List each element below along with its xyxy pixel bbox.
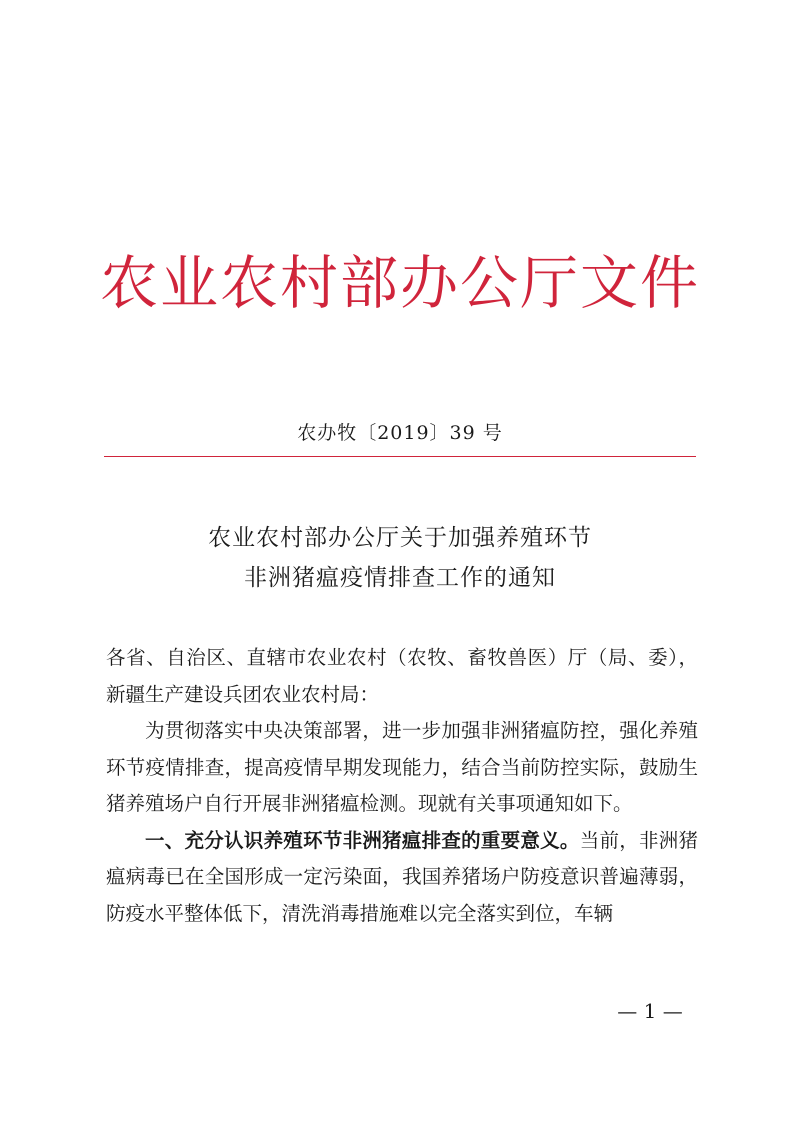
intro-paragraph: 为贯彻落实中央决策部署，进一步加强非洲猪瘟防控，强化养殖环节疫情排查，提高疫情早期发现能力，结合当前防控实际，鼓励生猪养殖场户自行开展非洲猪瘟检测。现就有关事项通知如下。 <box>106 719 698 815</box>
subject-line-2: 非洲猪瘟疫情排查工作的通知 <box>244 565 556 591</box>
document-body <box>106 640 698 932</box>
document-subject <box>0 518 800 598</box>
section-1-paragraph <box>106 823 698 933</box>
page-number: — 1 — <box>617 999 683 1023</box>
section-1-heading: 一、充分认识养殖环节非洲猪瘟排查的重要意义。 <box>145 828 580 852</box>
document-header-title: 农业农村部办公厅文件 <box>99 249 700 317</box>
subject-line-1: 农业农村部办公厅关于加强养殖环节 <box>208 525 592 551</box>
document-number: 农办牧〔2019〕39 号 <box>297 422 503 444</box>
red-separator-line <box>104 456 696 457</box>
recipients-paragraph: 各省、自治区、直辖市农业农村（农牧、畜牧兽医）厅（局、委），新疆生产建设兵团农业农村局： <box>106 646 698 706</box>
section-1-text: 当前，非洲猪瘟病毒已在全国形成一定污染面，我国养猪场户防疫意识普遍薄弱，防疫水平整体低下，清洗消毒措施难以完全落实到位，车辆 <box>106 828 698 925</box>
